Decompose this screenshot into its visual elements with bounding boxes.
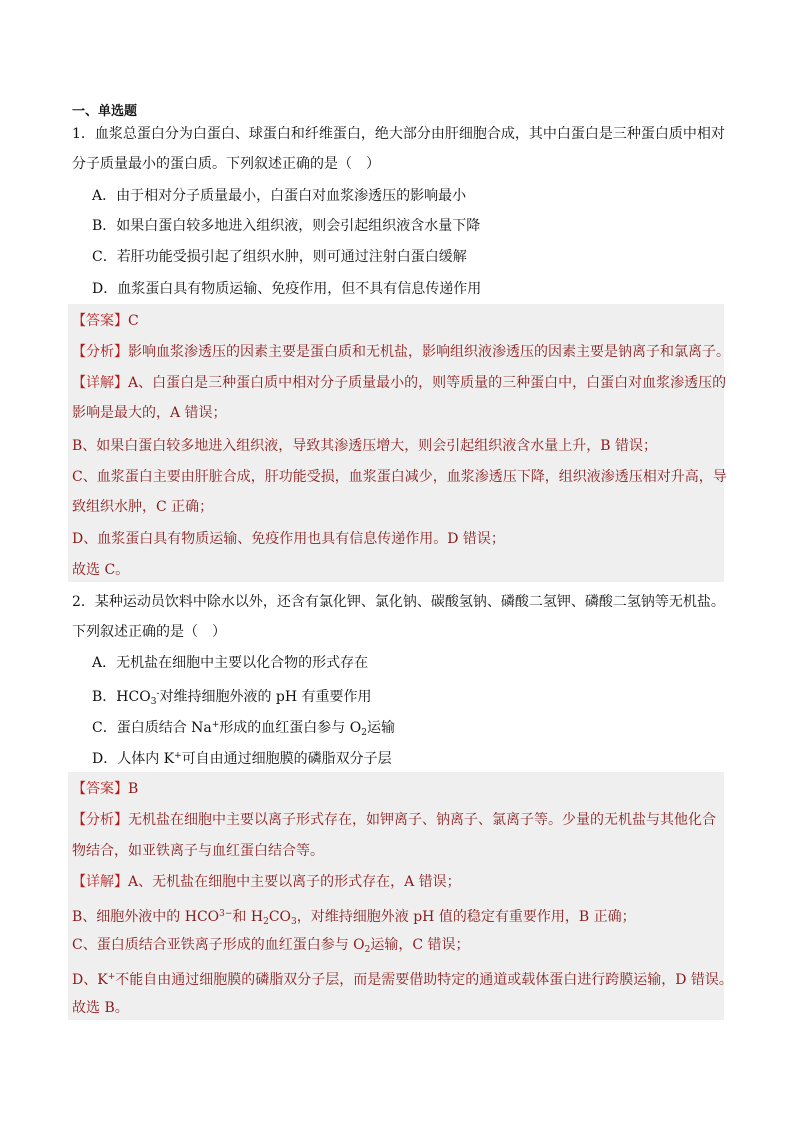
subscript: 2 xyxy=(263,917,269,927)
q2-stem-line2: 下列叙述正确的是（ ） xyxy=(72,624,226,640)
q1-stem-line2: 分子质量最小的蛋白质。下列叙述正确的是（ ） xyxy=(72,156,380,172)
text: 运输，C 错误； xyxy=(370,937,470,953)
superscript: + xyxy=(107,972,116,982)
text: B．HCO xyxy=(92,689,151,705)
q1-detail-line1 xyxy=(72,373,726,393)
superscript: + xyxy=(211,720,220,730)
q1-option-c: C．若肝功能受损引起了组织水肿，则可通过注射白蛋白缓解 xyxy=(92,249,467,265)
q2-option-d xyxy=(92,746,392,769)
detail-text: A、白蛋白是三种蛋白质中相对分子质量最小的，则等质量的三种蛋白中，白蛋白对血浆渗透压的 xyxy=(128,375,727,391)
subscript: 2 xyxy=(361,728,367,738)
q1-detail-line6: D、血浆蛋白具有物质运输、免疫作用也具有信息传递作用。D 错误； xyxy=(72,531,505,547)
superscript: 3− xyxy=(219,909,233,919)
superscript: + xyxy=(174,751,182,761)
q1-stem-line1: 1．血浆总蛋白分为白蛋白、球蛋白和纤维蛋白，绝大部分由肝细胞合成，其中白蛋白是三种蛋白质中相对 xyxy=(72,126,725,142)
q2-detail-line5: 故选 B。 xyxy=(72,1000,129,1016)
text: 运输 xyxy=(366,720,395,736)
q2-detail-line4 xyxy=(72,967,733,990)
q1-detail-line4: C、血浆蛋白主要由肝脏合成，肝功能受损，血浆蛋白减少，血浆渗透压下降，组织液渗透压相对升高，导 xyxy=(72,469,727,485)
q1-answer xyxy=(72,311,139,331)
text: 不能自由通过细胞膜的磷脂双分子层，而是需要借助特定的通道或载体蛋白进行跨膜运输，D 错误。 xyxy=(115,972,733,988)
q2-answer xyxy=(72,779,138,799)
text: ，对维持细胞外液 pH 值的稳定有重要作用，B 正确； xyxy=(296,909,636,925)
text: D、K xyxy=(72,972,108,988)
text: D．人体内 K xyxy=(92,751,175,767)
q2-detail-line1 xyxy=(72,872,461,892)
q1-option-b: B．如果白蛋白较多地进入组织液，则会引起组织液含水量下降 xyxy=(92,218,481,234)
text: 和 H xyxy=(232,909,264,925)
answer-value: B xyxy=(128,781,139,797)
q1-detail-line5: 致组织水肿，C 正确； xyxy=(72,499,214,515)
text: C．蛋白质结合 Na xyxy=(92,720,212,736)
section-title: 一、单选题 xyxy=(72,104,138,119)
q2-analysis-line2: 物结合，如亚铁离子与血红蛋白结合等。 xyxy=(72,843,324,859)
q1-option-a: A．由于相对分子质量最小，白蛋白对血浆渗透压的影响最小 xyxy=(92,188,467,204)
analysis-label: 【分析】 xyxy=(72,812,128,828)
analysis-text: 无机盐在细胞中主要以离子形式存在，如钾离子、钠离子、氯离子等。少量的无机盐与其他化合 xyxy=(128,812,716,828)
detail-text: A、无机盐在细胞中主要以离子的形式存在，A 错误； xyxy=(128,874,461,890)
q2-option-c xyxy=(92,715,395,743)
detail-label: 【详解】 xyxy=(72,375,128,391)
text: B、细胞外液中的 HCO xyxy=(72,909,220,925)
text: CO xyxy=(268,909,292,925)
subscript: 2 xyxy=(364,945,371,955)
q2-detail-line2 xyxy=(72,904,636,932)
q1-analysis xyxy=(72,342,730,362)
text: 形成的血红蛋白参与 O xyxy=(219,720,362,736)
detail-label: 【详解】 xyxy=(72,874,128,890)
text: 可自由通过细胞膜的磷脂双分子层 xyxy=(181,751,392,767)
q2-option-b xyxy=(92,684,372,712)
answer-label: 【答案】 xyxy=(72,313,128,329)
text: 对维持细胞外液的 pH 有重要作用 xyxy=(159,689,372,705)
subscript: 3 xyxy=(150,697,157,707)
answer-value: C xyxy=(128,313,139,329)
q1-detail-line3: B、如果白蛋白较多地进入组织液，导致其渗透压增大，则会引起组织液含水量上升，B 错误； xyxy=(72,438,658,454)
q2-option-a: A．无机盐在细胞中主要以化合物的形式存在 xyxy=(92,655,369,671)
answer-label: 【答案】 xyxy=(72,781,128,797)
superscript: - xyxy=(156,689,160,699)
q2-detail-line3 xyxy=(72,935,470,960)
q1-option-d: D．血浆蛋白具有物质运输、免疫作用，但不具有信息传递作用 xyxy=(92,281,482,297)
q2-analysis-line1 xyxy=(72,810,716,830)
q1-detail-line7: 故选 C。 xyxy=(72,562,130,578)
text: C、蛋白质结合亚铁离子形成的血红蛋白参与 O xyxy=(72,937,365,953)
analysis-label: 【分析】 xyxy=(72,344,128,360)
q2-stem-line1: 2．某种运动员饮料中除水以外，还含有氯化钾、氯化钠、碳酸氢钠、磷酸二氢钾、磷酸二氢钠等无机盐。 xyxy=(72,594,725,610)
subscript: 3 xyxy=(291,917,297,927)
q1-detail-line2: 影响是最大的，A 错误； xyxy=(72,405,227,421)
analysis-text: 影响血浆渗透压的因素主要是蛋白质和无机盐，影响组织液渗透压的因素主要是钠离子和氯离子。 xyxy=(128,344,730,360)
